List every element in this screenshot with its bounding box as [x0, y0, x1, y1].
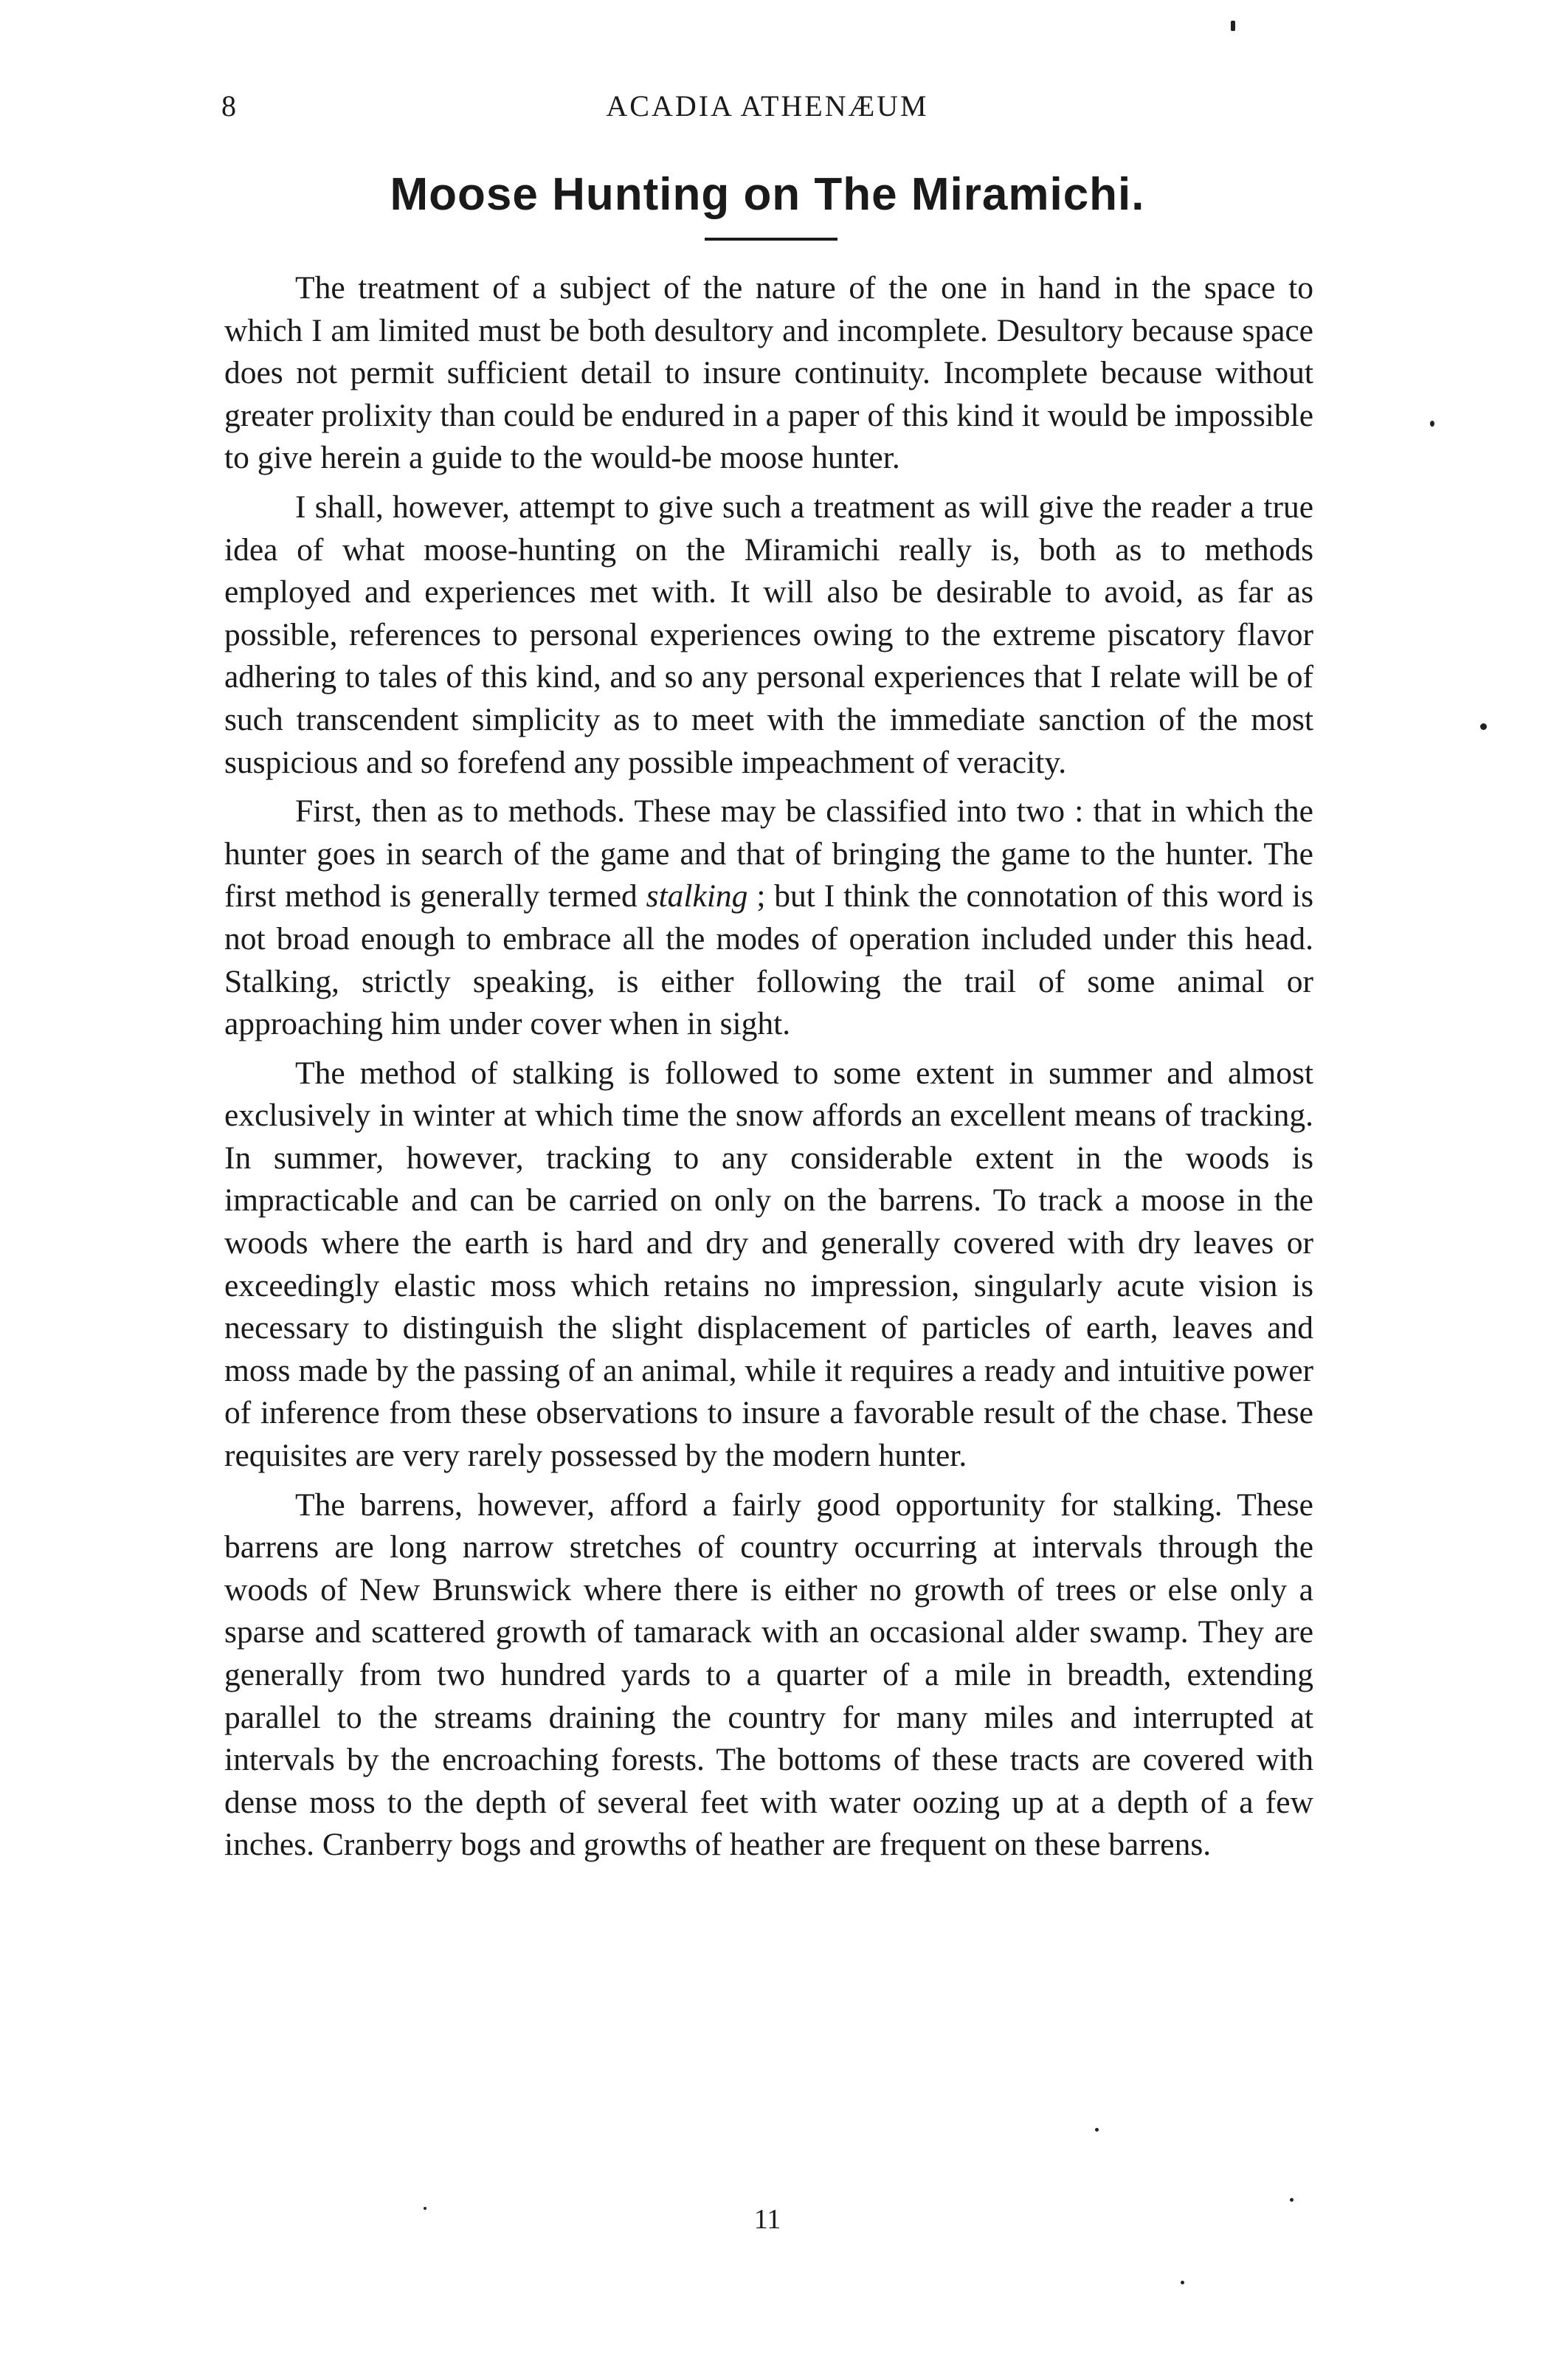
paragraph-3-text-a: First, then as to methods. These may be classified into two : that in which the hunter goes in search of the game and that of bringing the game to the hunter. The first method is generally termed — [224, 793, 1313, 914]
running-head — [221, 89, 1313, 140]
stalking-term: stalking — [646, 878, 748, 914]
scan-speck — [1430, 421, 1434, 427]
paragraph-3-text-b: ; but I think the connotation of this word is not broad enough to embrace all the modes of operation included under this head. Stalking, strictly speaking, is either following the trail of some animal or approaching him under cover when in sight. — [224, 878, 1314, 1042]
article-body — [224, 267, 1313, 1873]
title-rule — [705, 238, 837, 241]
scan-speck — [1181, 2281, 1184, 2284]
article-title: Moose Hunting on The Miramichi. — [390, 169, 1145, 220]
paragraph-3 — [224, 790, 1313, 1046]
scan-speck — [1480, 723, 1487, 730]
scan-speck — [1290, 2198, 1294, 2202]
scan-speck — [1231, 21, 1235, 31]
paragraph-1: The treatment of a subject of the nature of the one in hand in the space to which I am limited must be both desultory and incomplete. Desultory because space does not permit sufficient detail to insure continuity. Incomplete because without greater prolixity than could be endured in a paper of this kind it would be impossible to give herein a guide to the would-be moose hunter. — [224, 270, 1313, 476]
paragraph-2: I shall, however, attempt to give such a treatment as will give the reader a true idea of what moose-hunting on the Miramichi really is, both as to methods employed and experiences met with. It will also be desirable to avoid, as far as possible, references to personal experiences owing to the extreme piscatory flavor adhering to tales of this kind, and so any personal experiences that I relate will be of such transcendent simplicity as to meet with the immediate sanction of the most suspicious and so forefend any possible impeachment of veracity. — [224, 489, 1313, 780]
scan-speck — [1095, 2128, 1099, 2132]
page-number: 8 — [221, 89, 236, 123]
folio-mark: 11 — [753, 2204, 781, 2235]
scan-speck — [424, 2207, 426, 2210]
paragraph-4: The method of stalking is followed to some extent in summer and almost exclusively in winter at which time the snow affords an excellent means of tracking. In summer, however, tracking to any considerable extent in the woods is impracticable and can be carried on only on the barrens. To track a moose in the woods where the earth is hard and dry and generally covered with dry leaves or exceedingly elastic moss which retains no impression, singularly acute vision is necessary to distinguish the slight displacement of particles of earth, leaves and moss made by the passing of an animal, while it requires a ready and intuitive power of inference from these observations to insure a favorable result of the chase. These requisites are very rarely possessed by the modern hunter. — [224, 1055, 1313, 1474]
paragraph-5: The barrens, however, afford a fairly good opportunity for stalking. These barrens are long narrow stretches of country occurring at intervals through the woods of New Brunswick where there is either no growth of trees or else only a sparse and scattered growth of tamarack with an occasional alder swamp. They are generally from two hundred yards to a quarter of a mile in breadth, extending parallel to the streams draining the country for many miles and interrupted at intervals by the encroaching forests. The bottoms of these tracts are covered with dense moss to the depth of several feet with water oozing up at a depth of a few inches. Cranberry bogs and growths of heather are frequent on these barrens. — [224, 1487, 1313, 1863]
journal-title: ACADIA ATHENÆUM — [606, 89, 929, 123]
